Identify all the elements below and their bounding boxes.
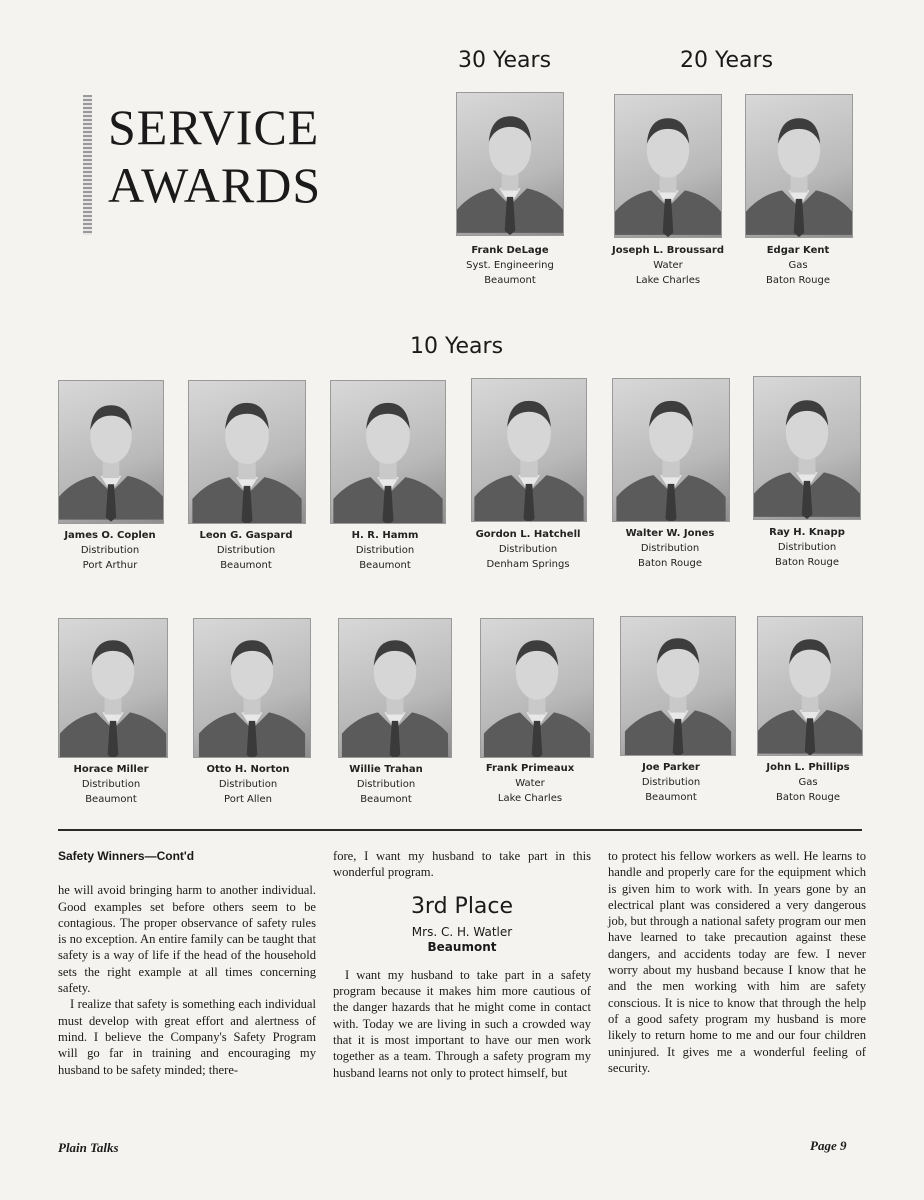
article-paragraph: fore, I want my husband to take part in this wonderful program. xyxy=(333,849,591,880)
award-caption xyxy=(440,243,580,288)
employee-city: Beaumont xyxy=(360,794,412,805)
portrait-james-coplen xyxy=(58,380,164,524)
portrait-horace-miller xyxy=(58,618,168,758)
portrait-joe-parker xyxy=(620,616,736,756)
heading-10-years: 10 Years xyxy=(410,334,504,359)
portrait-photo-icon xyxy=(481,619,593,757)
portrait-photo-icon xyxy=(758,617,862,755)
author-location: Beaumont xyxy=(427,939,497,954)
title-decoration-bar xyxy=(83,95,92,235)
portrait-photo-icon xyxy=(746,95,852,237)
award-caption xyxy=(176,528,316,573)
portrait-john-phillips xyxy=(757,616,863,756)
award-caption xyxy=(598,243,738,288)
employee-dept: Distribution xyxy=(355,545,415,556)
heading-30-years: 30 Years xyxy=(458,48,552,73)
employee-dept: Gas xyxy=(788,260,808,271)
publication-name: Plain Talks xyxy=(58,1140,119,1155)
employee-city: Denham Springs xyxy=(486,559,570,570)
employee-dept: Distribution xyxy=(81,779,141,790)
award-caption xyxy=(738,760,878,805)
page-number: Page 9 xyxy=(810,1138,847,1153)
employee-name: Walter W. Jones xyxy=(625,528,715,539)
portrait-frank-primeaux xyxy=(480,618,594,758)
employee-name: Otto H. Norton xyxy=(206,764,290,775)
employee-name: Gordon L. Hatchell xyxy=(475,529,581,540)
employee-dept: Distribution xyxy=(216,545,276,556)
article-column-1 xyxy=(58,848,316,1078)
award-caption xyxy=(40,528,180,573)
award-caption xyxy=(737,525,877,570)
employee-name: James O. Coplen xyxy=(64,530,156,541)
portrait-frank-delage xyxy=(456,92,564,236)
article-paragraph: I want my husband to take part in a safety program because it makes him more cautious of the danger hazards that he might come in contact with. Today we are living in such a crowded way that it is most important to have our men work together as a team. Through a safety program my husband learns not only to protect himself, but xyxy=(333,967,591,1080)
employee-city: Port Arthur xyxy=(82,560,138,571)
award-caption xyxy=(728,243,868,288)
employee-name: Frank Primeaux xyxy=(485,763,575,774)
employee-dept: Distribution xyxy=(80,545,140,556)
portrait-photo-icon xyxy=(331,381,445,523)
portrait-joseph-broussard xyxy=(614,94,722,238)
employee-name: H. R. Hamm xyxy=(351,530,419,541)
portrait-photo-icon xyxy=(59,381,163,523)
title-line-1: SERVICE xyxy=(108,99,320,155)
employee-city: Baton Rouge xyxy=(776,792,840,803)
award-caption xyxy=(600,526,740,571)
employee-city: Beaumont xyxy=(359,560,411,571)
employee-dept: Distribution xyxy=(641,777,701,788)
portrait-photo-icon xyxy=(59,619,167,757)
employee-name: Willie Trahan xyxy=(349,764,423,775)
award-caption xyxy=(178,762,318,807)
employee-dept: Distribution xyxy=(640,543,700,554)
employee-city: Beaumont xyxy=(645,792,697,803)
employee-dept: Gas xyxy=(798,777,818,788)
employee-city: Port Allen xyxy=(224,794,272,805)
employee-city: Baton Rouge xyxy=(775,557,839,568)
portrait-gordon-hatchell xyxy=(471,378,587,522)
article-column-3 xyxy=(608,848,866,1076)
section-divider xyxy=(58,829,862,831)
award-caption xyxy=(601,760,741,805)
employee-city: Beaumont xyxy=(484,275,536,286)
employee-name: Leon G. Gaspard xyxy=(199,530,293,541)
portrait-ray-knapp xyxy=(753,376,861,520)
portrait-photo-icon xyxy=(457,93,563,235)
employee-name: Edgar Kent xyxy=(766,245,830,256)
portrait-leon-gaspard xyxy=(188,380,306,524)
award-caption xyxy=(460,761,600,806)
article-paragraph: I realize that safety is something each individual must develop with great effort and alertness of mind. I believe the Company's Safety Program will go far in training and encouraging my husband to be safety minded; there- xyxy=(58,997,316,1077)
title-line-2: AWARDS xyxy=(108,157,322,213)
employee-name: Ray H. Knapp xyxy=(769,527,845,538)
award-caption xyxy=(458,527,598,572)
article-column-2 xyxy=(333,848,591,1081)
employee-city: Lake Charles xyxy=(635,275,701,286)
employee-city: Baton Rouge xyxy=(766,275,830,286)
employee-name: Joseph L. Broussard xyxy=(611,245,725,256)
portrait-hr-hamm xyxy=(330,380,446,524)
section-heading: Safety Winners—Cont'd xyxy=(58,849,195,863)
portrait-photo-icon xyxy=(621,617,735,755)
employee-name: Horace Miller xyxy=(73,764,149,775)
author-byline xyxy=(333,925,591,955)
employee-dept: Distribution xyxy=(498,544,558,555)
portrait-photo-icon xyxy=(189,381,305,523)
portrait-otto-norton xyxy=(193,618,311,758)
award-caption xyxy=(316,762,456,807)
employee-city: Beaumont xyxy=(220,560,272,571)
employee-city: Beaumont xyxy=(85,794,137,805)
employee-dept: Water xyxy=(653,260,683,271)
employee-name: Joe Parker xyxy=(642,762,700,773)
portrait-photo-icon xyxy=(613,379,729,521)
portrait-photo-icon xyxy=(615,95,721,237)
portrait-photo-icon xyxy=(754,377,860,519)
portrait-walter-jones xyxy=(612,378,730,522)
author-name: Mrs. C. H. Watler xyxy=(411,924,513,939)
place-heading: 3rd Place xyxy=(410,893,514,919)
employee-name: John L. Phillips xyxy=(766,762,850,773)
employee-dept: Distribution xyxy=(356,779,416,790)
portrait-edgar-kent xyxy=(745,94,853,238)
heading-20-years: 20 Years xyxy=(680,48,774,73)
employee-dept: Water xyxy=(515,778,545,789)
employee-city: Baton Rouge xyxy=(638,558,702,569)
article-paragraph: to protect his fellow workers as well. He learns to handle and properly care for the equipment which is given him to work with. In years gone by an electrical plant was considered a very dangerous job, but through a national safety program our men have learned to take precaution against these dangers, and accidents today are few. I never worry about my husband because I know that he and the men working with him are safety conscious. It is nice to know that through the help of a good safety program my husband is more likely to return home to me and our four children uninjured. It gives me a wonderful feeling of security. xyxy=(608,849,866,1075)
employee-name: Frank DeLage xyxy=(471,245,549,256)
award-caption xyxy=(41,762,181,807)
page-title xyxy=(108,98,321,214)
employee-dept: Distribution xyxy=(777,542,837,553)
portrait-photo-icon xyxy=(339,619,451,757)
employee-city: Lake Charles xyxy=(497,793,563,804)
portrait-photo-icon xyxy=(194,619,310,757)
employee-dept: Distribution xyxy=(218,779,278,790)
portrait-willie-trahan xyxy=(338,618,452,758)
article-paragraph: he will avoid bringing harm to another individual. Good examples set before others seem to be contagious. The proper observance of safety rules is no exception. An entire family can be taught that safety is a way of life if the head of the household sets the right example at all times concerning safety. xyxy=(58,883,316,996)
portrait-photo-icon xyxy=(472,379,586,521)
employee-dept: Syst. Engineering xyxy=(466,260,554,271)
award-caption xyxy=(315,528,455,573)
